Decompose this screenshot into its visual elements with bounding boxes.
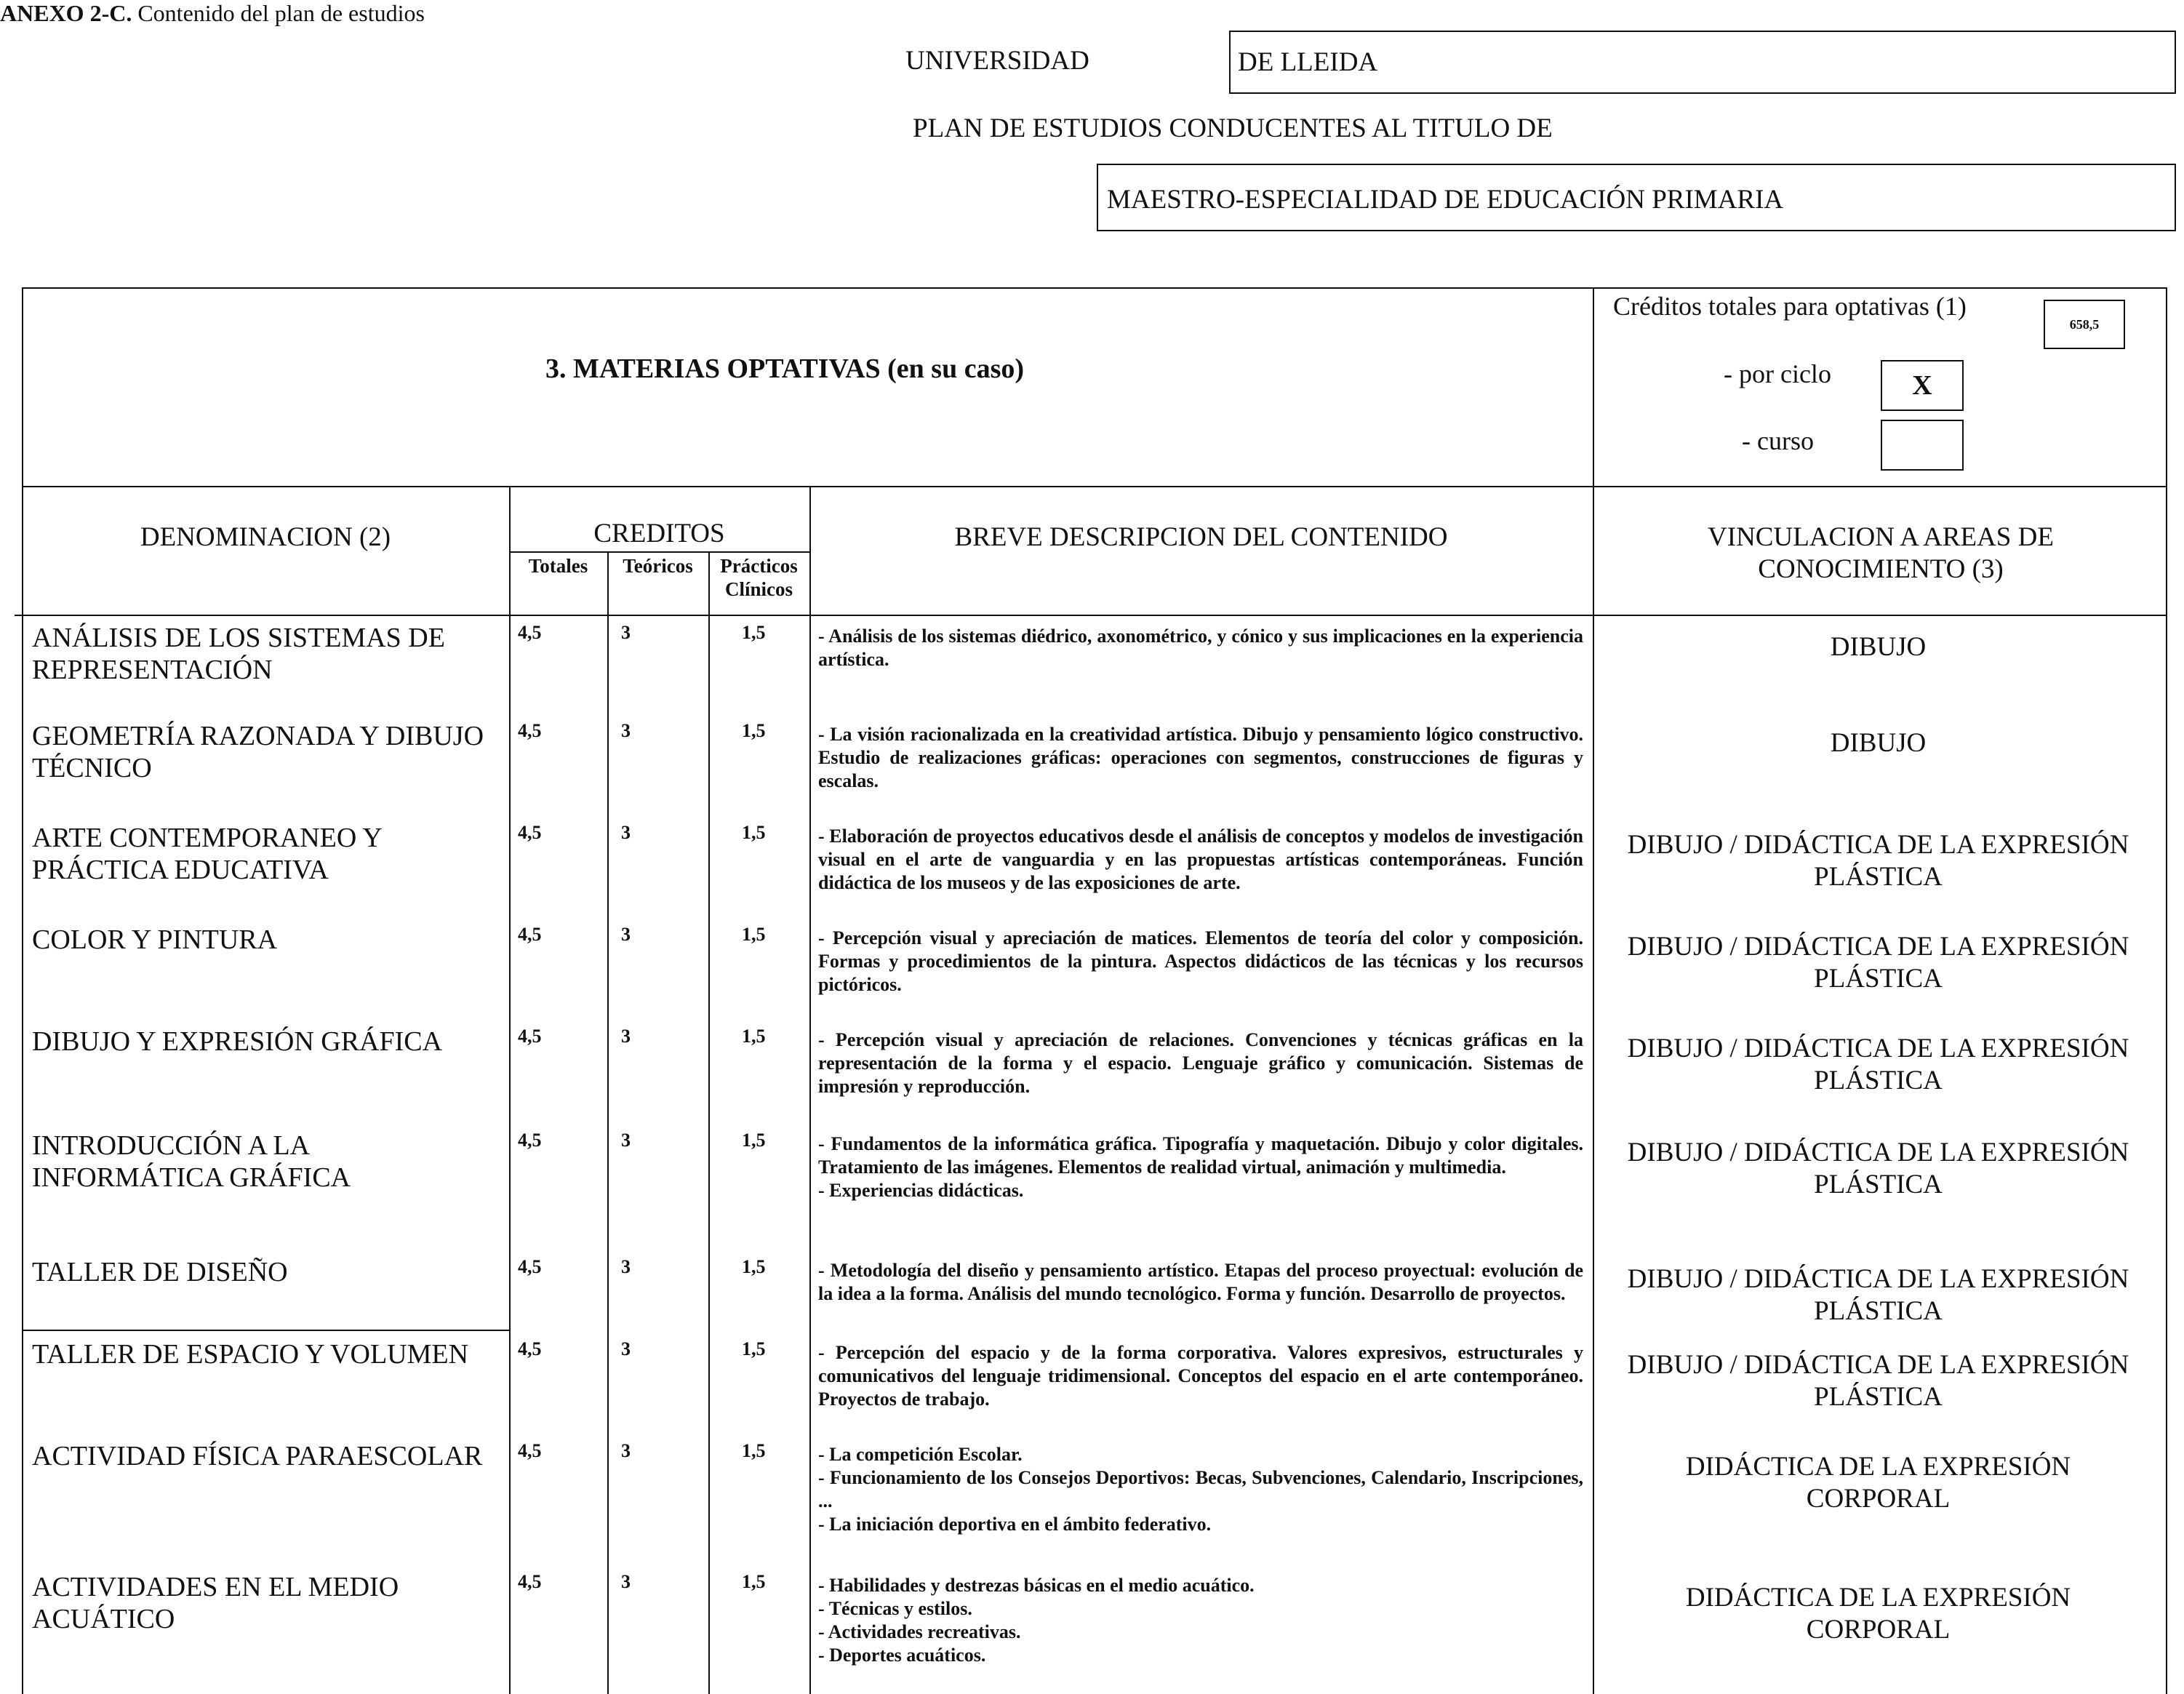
creditos-teoricos-cell: 3 [621,1130,631,1151]
denominacion-cell [32,1338,512,1370]
descripcion-cell-line: - Análisis de los sistemas diédrico, axonométrico, y cónico y sus implicaciones en la experiencia artística. [818,626,1583,670]
descripcion-cell-line: - Deportes acuáticos. [818,1645,986,1666]
denominacion-cell-line: TALLER DE DISEÑO [32,1257,288,1287]
descripcion-cell-line: - La competición Escolar. [818,1444,1023,1465]
annex-heading [0,0,425,27]
creditos-teoricos-cell: 3 [621,1338,631,1359]
vinculacion-cell-line: DIBUJO / DIDÁCTICA DE LA EXPRESIÓN [1627,932,2129,962]
denominacion-cell-line: INTRODUCCIÓN A LA [32,1130,311,1161]
descripcion-cell-line: - La visión racionalizada en la creatividad artística. Dibujo y pensamiento lógico constructivo. Estudio de realizaciones gráficas: operaciones con segmentos, construcciones de figuras y escalas. [818,724,1583,791]
descripcion-cell-line: - Metodología del diseño y pensamiento artístico. Etapas del proceso proyectual: evolución de la idea a la forma. Análisis del mundo tecnológico. Forma y función. Desarrollo de proyectos. [818,1260,1583,1304]
table-divider [15,615,2167,616]
creditos-teoricos-cell: 3 [621,622,631,643]
vinculacion-cell-line: DIDÁCTICA DE LA EXPRESIÓN [1685,1452,2071,1482]
por-ciclo-label: - por ciclo [1724,359,1831,388]
titulo-value: MAESTRO-ESPECIALIDAD DE EDUCACIÓN PRIMARIA [1107,185,1784,215]
por-ciclo-checkbox: X [1881,360,1964,411]
table-divider [1593,287,1594,1694]
creditos-practicos-cell: 1,5 [742,1440,766,1461]
denominacion-cell [32,622,512,686]
vinculacion-cell-line: CORPORAL [1806,1615,1951,1645]
descripcion-cell-line: - Percepción del espacio y de la forma corporativa. Valores expresivos, estructurales y comunicativos del lenguaje tridimensional. Conceptos del espacio en el arte contemporáneo. Proyectos de trabajo. [818,1342,1583,1410]
column-header-denominacion: DENOMINACION (2) [140,522,391,552]
titulo-field [1097,164,2176,231]
curso-label: - curso [1742,426,1814,455]
creditos-practicos-cell: 1,5 [742,924,766,945]
descripcion-cell-line: - Actividades recreativas. [818,1621,1021,1642]
creditos-totales-label: Créditos totales para optativas (1) [1613,292,1967,321]
denominacion-cell-line: ANÁLISIS DE LOS SISTEMAS DE [32,623,445,653]
creditos-teoricos-cell: 3 [621,1256,631,1277]
table-divider [22,486,2167,487]
descripcion-cell [818,1341,1583,1411]
creditos-totales-value: 658,5 [2044,300,2125,349]
creditos-teoricos-cell: 3 [621,1440,631,1461]
descripcion-cell-line: - Técnicas y estilos. [818,1598,972,1619]
creditos-practicos-cell: 1,5 [742,1130,766,1151]
denominacion-cell-line: DIBUJO Y EXPRESIÓN GRÁFICA [32,1026,443,1057]
creditos-practicos-cell: 1,5 [742,1026,766,1047]
descripcion-cell [818,1574,1583,1667]
column-header-practicos-line: Prácticos [720,555,798,577]
creditos-practicos-cell: 1,5 [742,622,766,643]
vinculacion-cell-line: DIBUJO [1830,728,1927,758]
descripcion-cell [818,723,1583,793]
vinculacion-cell [1596,1033,2160,1097]
descripcion-cell-line: - Experiencias didácticas. [818,1180,1024,1201]
vinculacion-cell-line: DIBUJO [1830,632,1927,662]
denominacion-cell-line: ACUÁTICO [32,1604,175,1634]
denominacion-cell [32,1571,512,1635]
denominacion-cell [32,924,512,956]
vinculacion-cell-line: DIBUJO / DIDÁCTICA DE LA EXPRESIÓN [1627,1264,2129,1294]
column-header-creditos: CREDITOS [593,519,725,548]
descripcion-cell [818,1443,1583,1536]
descripcion-cell [818,1028,1583,1098]
descripcion-cell [818,825,1583,895]
descripcion-cell-line: - Percepción visual y apreciación de matices. Elementos de teoría del color y composición. Formas y procedimientos de la pintura. Aspectos didácticos de las técnicas y los recursos pictóricos. [818,927,1583,995]
creditos-practicos-cell: 1,5 [742,1571,766,1592]
denominacion-cell [32,1026,512,1058]
descripcion-cell-line: - Fundamentos de la informática gráfica. Tipografía y maquetación. Dibujo y color digitales. Tratamiento de las imágenes. Elementos de realidad virtual, animación y multimedia. [818,1133,1583,1178]
column-header-teoricos: Teóricos [623,555,693,577]
vinculacion-cell-line: DIBUJO / DIDÁCTICA DE LA EXPRESIÓN [1627,830,2129,860]
column-header-vinculacion [1594,522,2167,586]
creditos-teoricos-cell: 3 [621,822,631,843]
descripcion-cell [818,625,1583,671]
creditos-totales-cell: 4,5 [518,720,542,741]
table-divider [708,551,710,1694]
vinculacion-cell [1596,931,2160,995]
denominacion-cell [32,1130,512,1194]
denominacion-cell-line: TÉCNICO [32,753,152,783]
creditos-totales-cell: 4,5 [518,1026,542,1047]
denominacion-cell [32,822,512,886]
vinculacion-cell [1596,727,2160,759]
denominacion-cell-line: PRÁCTICA EDUCATIVA [32,855,329,885]
denominacion-cell-line: ACTIVIDAD FÍSICA PARAESCOLAR [32,1441,483,1471]
descripcion-cell-line: - Habilidades y destrezas básicas en el medio acuático. [818,1575,1255,1596]
annex-label: ANEXO 2-C. [0,0,132,26]
table-divider [607,551,609,1694]
creditos-totales-cell: 4,5 [518,822,542,843]
column-header-vinculacion-line: VINCULACION A AREAS DE [1708,522,2054,552]
descripcion-cell-line: - Elaboración de proyectos educativos desde el análisis de conceptos y modelos de investigación visual en el arte de vanguardia y en las propuestas artísticas contemporáneas. Función didáctica de los museos y de las exposiciones de arte. [818,826,1583,893]
descripcion-cell-line: - Percepción visual y apreciación de relaciones. Convenciones y técnicas gráficas en la representación de la forma y el espacio. Lenguaje gráfico y comunicación. Sistemas de impresión y reproducción. [818,1029,1583,1097]
creditos-totales-cell: 4,5 [518,1571,542,1592]
vinculacion-cell-line: PLÁSTICA [1814,1296,1943,1326]
vinculacion-cell [1596,1263,2160,1327]
descripcion-cell [818,927,1583,996]
creditos-teoricos-cell: 3 [621,1571,631,1592]
section-title: 3. MATERIAS OPTATIVAS (en su caso) [545,353,1025,384]
creditos-totales-cell: 4,5 [518,1256,542,1277]
descripcion-cell-line: - La iniciación deportiva en el ámbito federativo. [818,1514,1212,1535]
vinculacion-cell [1596,1349,2160,1413]
table-divider [22,1330,509,1331]
table-divider [509,551,809,553]
creditos-practicos-cell: 1,5 [742,720,766,741]
creditos-totales-cell: 4,5 [518,622,542,643]
creditos-teoricos-cell: 3 [621,720,631,741]
creditos-totales-cell: 4,5 [518,1130,542,1151]
denominacion-cell-line: TALLER DE ESPACIO Y VOLUMEN [32,1339,469,1370]
vinculacion-cell-line: CORPORAL [1806,1484,1951,1514]
descripcion-cell-line: - Funcionamiento de los Consejos Deportivos: Becas, Subvenciones, Calendario, Inscripciones, ... [818,1467,1583,1511]
creditos-totales-cell: 4,5 [518,924,542,945]
denominacion-cell [32,1256,512,1288]
denominacion-cell [32,1440,512,1472]
denominacion-cell-line: INFORMÁTICA GRÁFICA [32,1162,351,1193]
column-header-clinicos-line: Clínicos [724,578,793,600]
plan-label: PLAN DE ESTUDIOS CONDUCENTES AL TITULO DE [913,113,1553,143]
denominacion-cell [32,720,512,784]
creditos-practicos-cell: 1,5 [742,1338,766,1359]
vinculacion-cell [1596,631,2160,663]
curso-checkbox [1881,420,1964,471]
vinculacion-cell-line: PLÁSTICA [1814,862,1943,892]
universidad-label: UNIVERSIDAD [905,46,1089,76]
vinculacion-cell-line: PLÁSTICA [1814,964,1943,994]
column-header-practicos [708,554,809,601]
creditos-teoricos-cell: 3 [621,924,631,945]
vinculacion-cell-line: PLÁSTICA [1814,1170,1943,1199]
column-header-totales: Totales [528,555,588,577]
denominacion-cell-line: REPRESENTACIÓN [32,655,273,685]
creditos-teoricos-cell: 3 [621,1026,631,1047]
vinculacion-cell [1596,1137,2160,1201]
vinculacion-cell-line: DIBUJO / DIDÁCTICA DE LA EXPRESIÓN [1627,1350,2129,1380]
vinculacion-cell-line: DIBUJO / DIDÁCTICA DE LA EXPRESIÓN [1627,1138,2129,1167]
descripcion-cell [818,1132,1583,1202]
denominacion-cell-line: ARTE CONTEMPORANEO Y [32,823,383,853]
creditos-practicos-cell: 1,5 [742,822,766,843]
universidad-field [1229,31,2176,94]
denominacion-cell-line: GEOMETRÍA RAZONADA Y DIBUJO [32,721,484,751]
vinculacion-cell [1596,829,2160,893]
denominacion-cell-line: ACTIVIDADES EN EL MEDIO [32,1572,399,1602]
creditos-practicos-cell: 1,5 [742,1256,766,1277]
creditos-totales-cell: 4,5 [518,1440,542,1461]
universidad-value: DE LLEIDA [1238,47,1378,77]
denominacion-cell-line: COLOR Y PINTURA [32,924,278,955]
creditos-totales-cell: 4,5 [518,1338,542,1359]
vinculacion-cell-line: DIBUJO / DIDÁCTICA DE LA EXPRESIÓN [1627,1034,2129,1063]
column-header-vinculacion-line: CONOCIMIENTO (3) [1758,554,2004,584]
vinculacion-cell-line: PLÁSTICA [1814,1066,1943,1095]
table-divider [809,486,811,1694]
vinculacion-cell [1596,1451,2160,1515]
vinculacion-cell-line: PLÁSTICA [1814,1382,1943,1412]
annex-subtitle: Contenido del plan de estudios [132,0,425,26]
column-header-descripcion: BREVE DESCRIPCION DEL CONTENIDO [954,522,1448,552]
vinculacion-cell [1596,1582,2160,1646]
descripcion-cell [818,1259,1583,1306]
vinculacion-cell-line: DIDÁCTICA DE LA EXPRESIÓN [1685,1583,2071,1613]
